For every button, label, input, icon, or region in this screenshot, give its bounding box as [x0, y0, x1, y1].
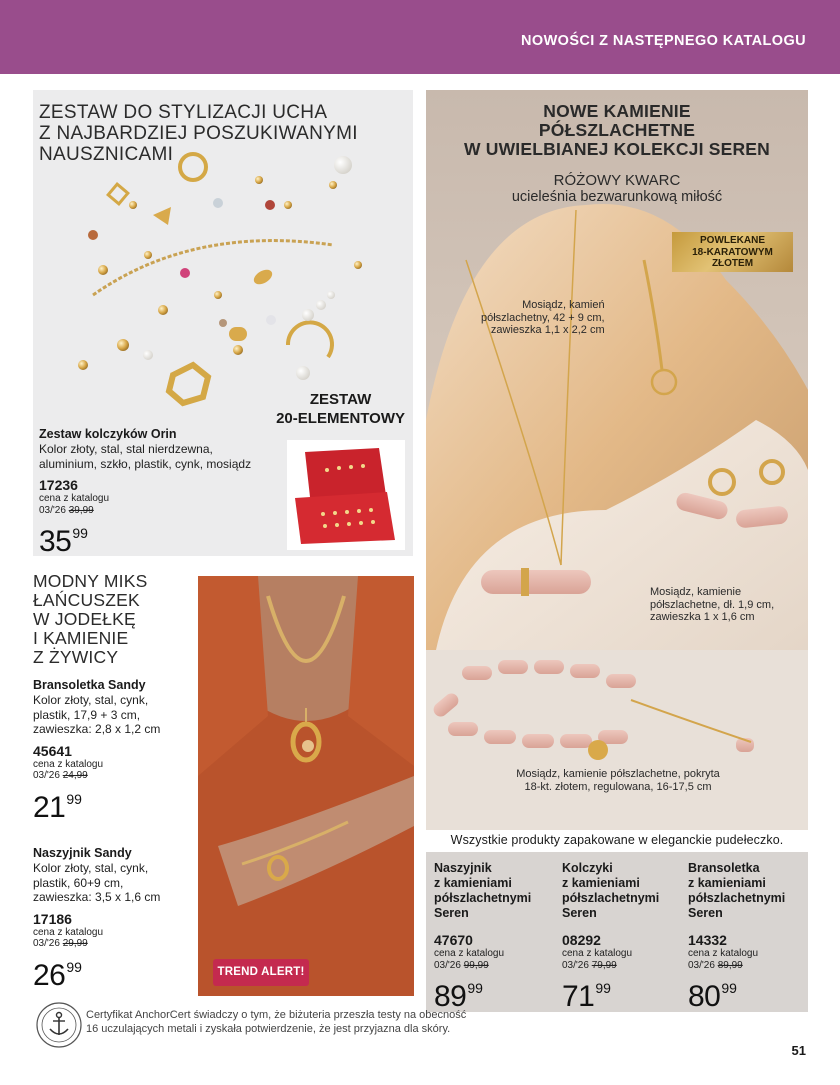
product-description: Kolor złoty, stal, stal nierdzewna, aluminium, szkło, plastik, cynk, mosiądz — [39, 442, 252, 471]
model-illustration — [198, 576, 414, 996]
product-price: $80^{99}$ — [688, 980, 737, 1013]
product-code: 47670 — [434, 932, 473, 948]
product-code: 14332 — [688, 932, 727, 948]
trend-alert-badge: TREND ALERT! — [213, 959, 309, 986]
product-orin — [39, 427, 289, 556]
product-name: Naszyjnik Sandy — [33, 846, 132, 860]
seren-panel — [426, 90, 808, 830]
product-description: Kolor złoty, stal, cynk, plastik, 17,9 + 3 cm, zawieszka: 2,8 x 1,2 cm — [33, 693, 161, 736]
seren-products — [426, 852, 808, 1012]
product-price: $89^{99}$ — [434, 980, 483, 1013]
product-bracelet-sandy — [33, 678, 198, 823]
product-price: $71^{99}$ — [562, 980, 611, 1013]
gift-box-image — [287, 440, 405, 550]
product-name: Zestaw kolczyków Orin — [39, 427, 177, 441]
packaging-note: Wszystkie produkty zapakowane w eleganckie pudełeczko. — [450, 833, 784, 847]
certificate-text: Certyfikat AnchorCert świadczy o tym, że biżuteria przeszła testy na obecność 16 uczulających metali i zyskała potwierdzenie, że jest przyjazna dla skóry. — [86, 1009, 467, 1035]
product-seren-earrings — [562, 861, 678, 1012]
catalog-old-price: 03/'26 29,99 — [33, 938, 88, 949]
ear-set-heading: ZESTAW DO STYLIZACJI UCHA Z NAJBARDZIEJ POSZUKIWANYMI NAUSZNICAMI — [39, 102, 358, 165]
page-number: 51 — [791, 1043, 806, 1058]
necklace-spec-note: Mosiądz, kamień półszlachetny, 42 + 9 cm, zawieszka 1,1 x 2,2 cm — [481, 299, 605, 336]
catalog-price-label: cena z katalogu — [562, 948, 633, 959]
bracelet-spec-note: Mosiądz, kamienie półszlachetne, pokryta 18-kt. złotem, regulowana, 16-17,5 cm — [516, 768, 720, 793]
ear-set-panel — [33, 90, 413, 556]
set-count-label: ZESTAW 20-ELEMENTOWY — [276, 391, 405, 427]
catalog-price-label: cena z katalogu — [39, 493, 110, 504]
seren-subtitle: RÓŻOWY KWARC ucieleśnia bezwarunkową miłość — [511, 172, 723, 205]
mix-heading: MODNY MIKS ŁAŃCUSZEK W JODEŁKĘ I KAMIENIE Z ŻYWICY — [33, 571, 148, 667]
product-seren-bracelet — [688, 861, 804, 1012]
catalog-old-price: 03/'26 99,99 — [434, 959, 489, 971]
catalog-old-price: 03/'26 39,99 — [39, 504, 94, 516]
earrings-spec-note: Mosiądz, kamienie półszlachetne, dł. 1,9 cm, zawieszka 1 x 1,6 cm — [650, 586, 775, 623]
product-code: 45641 — [33, 742, 72, 759]
product-code: 17236 — [39, 477, 78, 493]
product-code: 17186 — [33, 910, 72, 927]
header-bar — [0, 0, 840, 74]
catalog-price-label: cena z katalogu — [688, 948, 759, 959]
catalog-price-label: cena z katalogu — [434, 948, 505, 959]
model-photo — [198, 576, 414, 996]
catalog-old-price: 03/'26 79,99 — [562, 959, 617, 971]
catalog-old-price: 03/'26 89,99 — [688, 959, 743, 971]
product-name: Naszyjnik z kamieniami półszlachetnymi Seren — [434, 861, 532, 920]
gold-plated-badge: POWLEKANE 18-KARATOWYM ZŁOTEM — [672, 232, 793, 272]
product-price: $35^{99}$ — [39, 525, 88, 556]
product-name: Bransoletka Sandy — [33, 678, 146, 692]
product-name: Bransoletka z kamieniami półszlachetnymi Seren — [688, 861, 786, 920]
catalog-old-price: 03/'26 24,99 — [33, 770, 88, 781]
header-title: NOWOŚCI Z NASTĘPNEGO KATALOGU — [521, 33, 806, 49]
product-price: $21^{99}$ — [33, 790, 82, 824]
product-name: Kolczyki z kamieniami półszlachetnymi Seren — [562, 861, 660, 920]
product-code: 08292 — [562, 932, 601, 948]
product-description: Kolor złoty, stal, cynk, plastik, 60+9 cm, zawieszka: 3,5 x 1,6 cm — [33, 861, 161, 904]
catalog-price-label: cena z katalogu — [33, 926, 104, 938]
product-seren-necklace — [434, 861, 550, 1012]
catalog-price-label: cena z katalogu — [33, 758, 104, 770]
product-price: $26^{99}$ — [33, 958, 82, 992]
anchor-icon — [30, 1000, 88, 1050]
product-necklace-sandy — [33, 846, 198, 991]
seren-title: NOWE KAMIENIE PÓŁSZLACHETNE W UWIELBIANEJ KOLEKCJI SEREN — [463, 101, 771, 159]
